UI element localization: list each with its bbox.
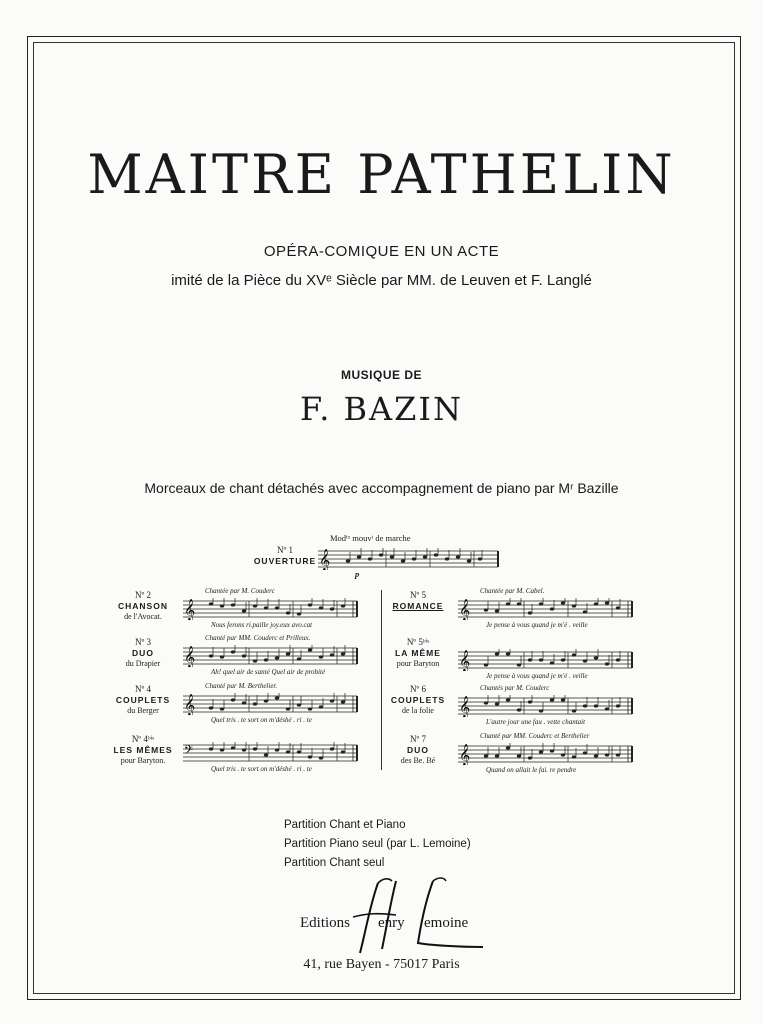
- note-head: [319, 606, 323, 609]
- note-head: [517, 708, 521, 711]
- note-head: [495, 652, 499, 655]
- column-divider: [381, 590, 382, 770]
- description: Morceaux de chant détachés avec accompagnement de piano par Mʳ Bazille: [144, 480, 619, 496]
- piece-label: [110, 590, 176, 622]
- piece-label: [110, 734, 176, 766]
- note-head: [517, 663, 521, 666]
- note-head: [605, 707, 609, 710]
- note-head: [209, 747, 213, 750]
- note-head: [341, 700, 345, 703]
- note-head: [253, 604, 257, 607]
- note-head: [605, 601, 609, 604]
- piece-singer: Chanté par M. Berthelier.: [205, 682, 278, 690]
- note-head: [561, 601, 565, 604]
- note-head: [434, 553, 438, 556]
- note-head: [616, 753, 620, 756]
- note-head: [550, 749, 554, 752]
- piece-name: COUPLETS: [390, 695, 446, 706]
- note-head: [330, 607, 334, 610]
- note-head: [616, 704, 620, 707]
- note-head: [517, 602, 521, 605]
- note-head: [220, 604, 224, 607]
- note-head: [308, 603, 312, 606]
- note-head: [297, 750, 301, 753]
- note-head: [346, 559, 350, 562]
- note-head: [572, 709, 576, 712]
- note-head: [275, 606, 279, 609]
- piece-name: COUPLETS: [115, 695, 171, 706]
- note-head: [616, 658, 620, 661]
- note-head: [495, 702, 499, 705]
- piece-lyrics: Je pense à vous quand je m'é . veille: [486, 621, 588, 629]
- piece-singer: Chantée par M. Couderc: [205, 587, 275, 595]
- piece-lyrics: Je pense à vous quand je m'é . veille: [486, 672, 588, 680]
- note-head: [308, 755, 312, 758]
- note-head: [390, 555, 394, 558]
- note-head: [495, 754, 499, 757]
- note-head: [561, 658, 565, 661]
- note-head: [495, 609, 499, 612]
- note-head: [539, 602, 543, 605]
- piece-label: [385, 734, 451, 766]
- note-head: [286, 750, 290, 753]
- note-head: [330, 747, 334, 750]
- piece-staff: [183, 598, 361, 620]
- note-head: [528, 756, 532, 759]
- composer-name: F. BAZIN: [299, 390, 464, 428]
- note-head: [484, 701, 488, 704]
- piece-label: [385, 684, 451, 716]
- note-head: [275, 748, 279, 751]
- note-head: [242, 654, 246, 657]
- note-head: [412, 557, 416, 560]
- piece-name: LA MÊME: [395, 648, 441, 659]
- piece-lyrics: Quel tris . te sort on m'déshé . ri . te: [211, 716, 312, 724]
- piece-number: Nº 3: [134, 637, 152, 647]
- note-head: [209, 706, 213, 709]
- note-head: [506, 698, 510, 701]
- note-head: [572, 755, 576, 758]
- treble-clef-icon: 𝄞: [184, 647, 196, 667]
- piece-lyrics: Ah! quel air de santé Quel air de probité: [211, 668, 326, 676]
- edition-item: Partition Piano seul (par L. Lemoine): [284, 838, 471, 850]
- note-head: [605, 662, 609, 665]
- note-head: [209, 654, 213, 657]
- note-head: [605, 753, 609, 756]
- note-head: [264, 699, 268, 702]
- note-head: [297, 703, 301, 706]
- piece-name: DUO: [132, 648, 154, 659]
- note-head: [550, 607, 554, 610]
- note-head: [242, 609, 246, 612]
- note-head: [264, 753, 268, 756]
- note-head: [528, 700, 532, 703]
- note-head: [456, 555, 460, 558]
- treble-clef-icon: 𝄞: [459, 745, 471, 765]
- note-head: [478, 557, 482, 560]
- piece-singer: Chanté par MM. Couderc et Berthelier: [480, 732, 590, 740]
- piece-name: DUO: [407, 745, 429, 756]
- note-head: [539, 709, 543, 712]
- note-head: [253, 659, 257, 662]
- overture-staff: [318, 548, 500, 570]
- publisher-address: 41, rue Bayen - 75017 Paris: [303, 957, 460, 972]
- publisher-editions-label: Editions: [300, 915, 351, 931]
- note-head: [484, 754, 488, 757]
- piece-staff: [458, 695, 636, 717]
- note-head: [297, 612, 301, 615]
- piece-staff: [183, 693, 361, 715]
- note-head: [368, 557, 372, 560]
- piece-subtitle: de l'Avocat.: [124, 611, 162, 621]
- note-head: [242, 748, 246, 751]
- note-head: [319, 655, 323, 658]
- piece-number: Nº 6: [409, 684, 427, 694]
- piece-label: [110, 637, 176, 669]
- piece-subtitle: du Drapier: [125, 658, 161, 668]
- piece-lyrics: Nous ferons ri.paille joy.eux avo.cat: [211, 621, 313, 629]
- note-head: [616, 606, 620, 609]
- note-head: [286, 707, 290, 710]
- note-head: [594, 656, 598, 659]
- publisher-mark: [300, 915, 350, 932]
- note-head: [330, 653, 334, 656]
- note-head: [209, 602, 213, 605]
- piece-subtitle: des Be. Bé: [400, 755, 436, 765]
- note-head: [467, 559, 471, 562]
- note-head: [550, 698, 554, 701]
- music-by-label: MUSIQUE DE: [340, 368, 422, 382]
- piece-label: [385, 590, 451, 612]
- piece-subtitle: de la folie: [402, 705, 434, 715]
- piece-singer: Chantés par M. Couderc: [480, 684, 550, 692]
- note-head: [275, 656, 279, 659]
- treble-clef-icon: 𝄞: [184, 600, 196, 620]
- note-head: [550, 661, 554, 664]
- note-head: [220, 655, 224, 658]
- note-head: [484, 663, 488, 666]
- treble-clef-icon: 𝄞: [459, 697, 471, 717]
- piece-lyrics: Quel tris . te sort on m'déshé . ri . te: [211, 765, 312, 773]
- note-head: [528, 658, 532, 661]
- note-head: [242, 701, 246, 704]
- note-head: [253, 702, 257, 705]
- note-head: [231, 603, 235, 606]
- piece-staff: [183, 742, 361, 764]
- note-head: [583, 610, 587, 613]
- overture-label: [250, 545, 320, 567]
- note-head: [506, 746, 510, 749]
- note-head: [286, 611, 290, 614]
- note-head: [572, 653, 576, 656]
- note-head: [357, 555, 361, 558]
- note-head: [594, 754, 598, 757]
- piece-staff: [458, 598, 636, 620]
- bass-clef-icon: 𝄢: [184, 745, 194, 760]
- note-head: [275, 696, 279, 699]
- overture-tempo: Modᵗᵒ mouvᵗ de marche: [330, 533, 411, 543]
- note-head: [264, 606, 268, 609]
- publisher-name-first: enry: [378, 915, 405, 931]
- note-head: [264, 658, 268, 661]
- note-head: [220, 707, 224, 710]
- note-head: [423, 555, 427, 558]
- overture-name: OUVERTURE: [253, 556, 317, 567]
- note-head: [319, 705, 323, 708]
- note-head: [561, 753, 565, 756]
- note-head: [253, 747, 257, 750]
- note-head: [594, 704, 598, 707]
- note-head: [231, 698, 235, 701]
- piece-staff: [458, 649, 636, 671]
- note-head: [528, 611, 532, 614]
- page-title: MAITRE PATHELIN: [87, 143, 676, 206]
- note-head: [231, 650, 235, 653]
- note-head: [484, 608, 488, 611]
- piece-name: LES MÊMES: [113, 745, 173, 756]
- treble-clef-icon: 𝄞: [459, 600, 471, 620]
- treble-clef-icon: 𝄞: [319, 550, 331, 570]
- note-head: [308, 707, 312, 710]
- note-head: [572, 604, 576, 607]
- note-head: [445, 557, 449, 560]
- note-head: [594, 602, 598, 605]
- treble-clef-icon: 𝄞: [184, 695, 196, 715]
- note-head: [583, 704, 587, 707]
- note-head: [401, 559, 405, 562]
- note-head: [583, 659, 587, 662]
- piece-staff: [183, 645, 361, 667]
- note-head: [297, 657, 301, 660]
- piece-label: [385, 637, 451, 669]
- edition-item: Partition Chant seul: [284, 857, 385, 869]
- piece-number: Nº 4ᵇⁱˢ: [131, 734, 155, 744]
- imitation-line: imité de la Pièce du XVᵉ Siècle par MM. de Leuven et F. Langlé: [171, 272, 592, 289]
- note-head: [341, 652, 345, 655]
- note-head: [319, 756, 323, 759]
- piece-singer: Chanté par MM. Couderc et Prilleux.: [205, 634, 311, 642]
- note-head: [231, 746, 235, 749]
- editions-list: [284, 816, 471, 873]
- piece-number: Nº 5: [409, 590, 427, 600]
- piece-lyrics: Quand on allait le fai. re pendre: [486, 766, 577, 774]
- piece-staff: [458, 743, 636, 765]
- note-head: [220, 748, 224, 751]
- piece-number: Nº 7: [409, 734, 427, 744]
- note-head: [517, 754, 521, 757]
- piece-subtitle: du Berger: [127, 705, 159, 715]
- note-head: [539, 750, 543, 753]
- note-head: [506, 652, 510, 655]
- piece-name: CHANSON: [118, 601, 168, 612]
- note-head: [341, 604, 345, 607]
- note-head: [330, 699, 334, 702]
- note-head: [583, 751, 587, 754]
- note-head: [308, 648, 312, 651]
- subtitle: OPÉRA-COMIQUE EN UN ACTE: [263, 243, 500, 260]
- edition-item: Partition Chant et Piano: [284, 819, 406, 831]
- piece-lyrics: L'autre jour une fau . vette chantait: [486, 718, 586, 726]
- publisher-name-last: emoine: [424, 915, 469, 931]
- piece-number: Nº 2: [134, 590, 152, 600]
- piece-number: Nº 5ᵇⁱˢ: [406, 637, 430, 647]
- piece-subtitle: pour Baryton: [396, 658, 440, 668]
- note-head: [506, 602, 510, 605]
- overture-number: Nº 1: [276, 545, 294, 555]
- piece-name: ROMANCE: [392, 601, 444, 612]
- piece-number: Nº 4: [134, 684, 152, 694]
- note-head: [539, 658, 543, 661]
- note-head: [379, 553, 383, 556]
- piece-label: [110, 684, 176, 716]
- piece-singer: Chantée par M. Cabel.: [480, 587, 545, 595]
- overture-dynamic: p: [355, 569, 360, 579]
- note-head: [286, 652, 290, 655]
- note-head: [341, 750, 345, 753]
- treble-clef-icon: 𝄞: [459, 651, 471, 671]
- note-head: [561, 698, 565, 701]
- piece-subtitle: pour Baryton.: [120, 755, 166, 765]
